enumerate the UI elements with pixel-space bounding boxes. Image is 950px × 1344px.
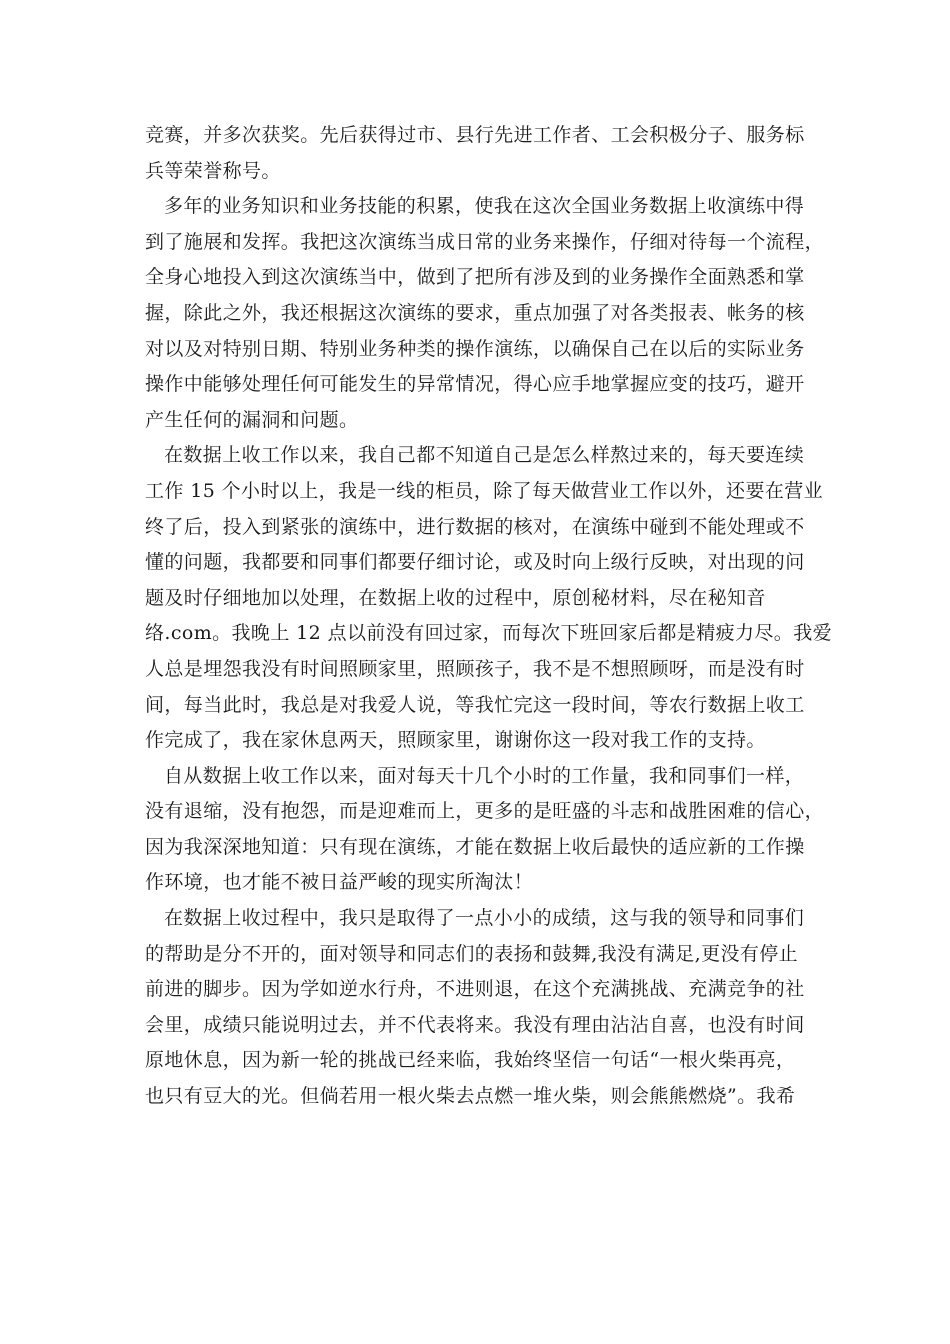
- text-line: 操作中能够处理任何可能发生的异常情况，得心应手地掌握应变的技巧，避开: [145, 373, 805, 396]
- text-line: 间，每当此时，我总是对我爱人说，等我忙完这一段时间，等农行数据上收工: [145, 693, 805, 716]
- text-line: 兵等荣誉称号。: [145, 159, 281, 182]
- text-line: 作环境，也才能不被日益严峻的现实所淘汰！: [145, 871, 534, 894]
- text-line: 竞赛，并多次获奖。先后获得过市、县行先进工作者、工会积极分子、服务标: [145, 124, 805, 146]
- text-line: 对以及对特别日期、特别业务种类的操作演练，以确保自己在以后的实际业务: [145, 337, 805, 360]
- text-line: 的帮助是分不开的，面对领导和同志们的表扬和鼓舞,我没有满足,更没有停止: [145, 942, 799, 965]
- text-line: 原地休息，因为新一轮的挑战已经来临，我始终坚信一句话“一根火柴再亮，: [145, 1049, 796, 1072]
- text-line: 工作 15 个小时以上，我是一线的柜员，除了每天做营业工作以外，还要在营业: [145, 479, 824, 502]
- text-line: 前进的脚步。因为学如逆水行舟，不进则退，在这个充满挑战、充满竞争的社: [145, 978, 805, 1001]
- text-line: 因为我深深地知道：只有现在演练，才能在数据上收后最快的适应新的工作操: [145, 835, 805, 858]
- paragraph-first-line: 自从数据上收工作以来，面对每天十几个小时的工作量，我和同事们一样，: [164, 764, 805, 787]
- text-line: 题及时仔细地加以处理，在数据上收的过程中，原创秘材料，尽在秘知音: [145, 586, 766, 609]
- text-line: 人总是埋怨我没有时间照顾家里，照顾孩子，我不是不想照顾呀，而是没有时: [145, 657, 805, 680]
- paragraph-first-line: 在数据上收过程中，我只是取得了一点小小的成绩，这与我的领导和同事们: [164, 907, 805, 930]
- paragraph-first-line: 多年的业务知识和业务技能的积累，使我在这次全国业务数据上收演练中得: [164, 195, 805, 218]
- text-line: 会里，成绩只能说明过去，并不代表将来。我没有理由沾沾自喜，也没有时间: [145, 1013, 805, 1036]
- text-line: 全身心地投入到这次演练当中，做到了把所有涉及到的业务操作全面熟悉和掌: [145, 266, 805, 289]
- text-line: 产生任何的漏洞和问题。: [145, 408, 359, 431]
- document-body: [145, 118, 832, 1115]
- text-line: 作完成了，我在家休息两天，照顾家里，谢谢你这一段对我工作的支持。: [145, 729, 766, 752]
- paragraph-first-line: 在数据上收工作以来，我自己都不知道自己是怎么样熬过来的，每天要连续: [164, 444, 805, 467]
- text-line: 没有退缩，没有抱怨，而是迎难而上，更多的是旺盛的斗志和战胜困难的信心，: [145, 800, 825, 823]
- text-line: 终了后，投入到紧张的演练中，进行数据的核对，在演练中碰到不能处理或不: [145, 515, 805, 538]
- text-line: 到了施展和发挥。我把这次演练当成日常的业务来操作，仔细对待每一个流程，: [145, 230, 825, 253]
- text-line: 络.com。我晚上 12 点以前没有回过家，而每次下班回家后都是精疲力尽。我爱: [145, 622, 832, 645]
- text-line: 懂的问题，我都要和同事们都要仔细讨论，或及时向上级行反映，对出现的问: [145, 551, 805, 574]
- text-line: 握，除此之外，我还根据这次演练的要求，重点加强了对各类报表、帐务的核: [145, 301, 805, 324]
- text-line: 也只有豆大的光。但倘若用一根火柴去点燃一堆火柴，则会熊熊燃烧”。我希: [145, 1085, 796, 1108]
